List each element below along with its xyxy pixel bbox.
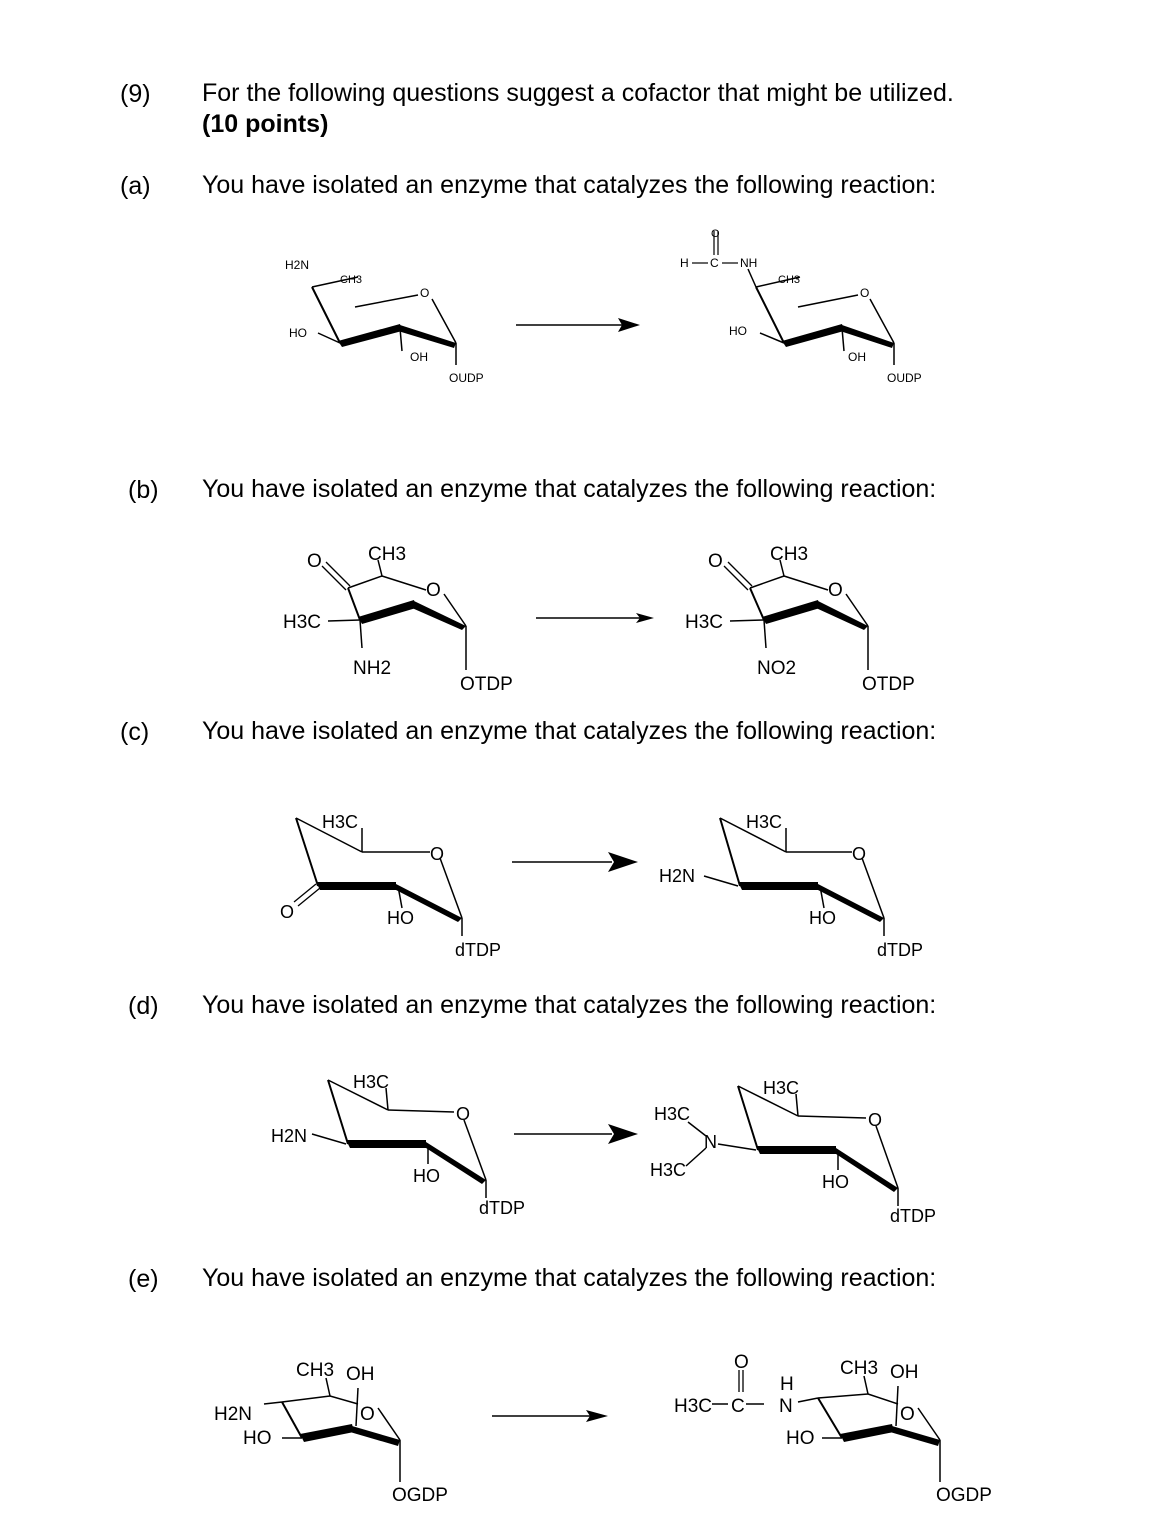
d-prod-ring-o: O — [868, 1110, 883, 1130]
b-prod-methyl-left: H3C — [685, 612, 724, 633]
a-prod-formyl-o: O — [711, 228, 720, 240]
reaction-e — [0, 1340, 1165, 1522]
c-prod-ring-o: O — [852, 844, 867, 864]
d-sub-hydroxyl: HO — [413, 1166, 440, 1186]
reaction-e-product — [674, 1352, 992, 1506]
d-prod-phosphate: dTDP — [890, 1206, 937, 1226]
part-d-label: (d) — [128, 992, 159, 1020]
part-b-label: (b) — [128, 476, 159, 504]
b-prod-phosphate: OTDP — [862, 674, 915, 695]
e-prod-acetyl-c: C — [731, 1396, 745, 1417]
b-prod-keto-o: O — [708, 551, 723, 572]
a-prod-hydroxyl-bottom: OH — [848, 350, 866, 364]
reaction-d-product — [650, 1078, 936, 1226]
e-prod-phosphate: OGDP — [936, 1485, 992, 1506]
reaction-b — [0, 530, 1165, 700]
a-prod-methyl: CH3 — [778, 274, 801, 286]
b-prod-nitro: NO2 — [757, 658, 797, 679]
reaction-b-substrate — [283, 544, 513, 695]
c-prod-hydroxyl: HO — [809, 908, 836, 928]
e-prod-amide-h: H — [780, 1374, 794, 1395]
d-prod-methyl: H3C — [763, 1078, 800, 1098]
a-sub-amine: H2N — [285, 258, 310, 272]
b-sub-amine: NH2 — [353, 658, 392, 679]
c-sub-keto-o: O — [280, 902, 295, 922]
part-d-text: You have isolated an enzyme that catalyzes the following reaction: — [202, 991, 937, 1019]
points-label: (10 points) — [202, 110, 329, 138]
reaction-e-substrate — [214, 1360, 448, 1506]
b-prod-ring-o: O — [828, 580, 843, 601]
reaction-c-arrow — [512, 852, 638, 872]
d-sub-methyl: H3C — [353, 1072, 390, 1092]
b-sub-methyl-top: CH3 — [368, 544, 407, 565]
e-sub-phosphate: OGDP — [392, 1485, 448, 1506]
d-prod-hydroxyl: HO — [822, 1172, 849, 1192]
c-prod-phosphate: dTDP — [877, 940, 924, 960]
part-a-label: (a) — [120, 172, 151, 200]
a-sub-methyl: CH3 — [340, 274, 363, 286]
b-prod-methyl-top: CH3 — [770, 544, 809, 565]
a-sub-hydroxyl-left: HO — [289, 326, 307, 340]
reaction-c-product — [659, 812, 923, 960]
d-prod-n-methyl-1: H3C — [654, 1104, 691, 1124]
e-sub-hydroxyl-left: HO — [243, 1428, 272, 1449]
a-prod-ring-o: O — [860, 286, 870, 300]
reaction-a-substrate — [285, 258, 484, 385]
reaction-b-product — [685, 544, 915, 695]
question-number: (9) — [120, 80, 151, 108]
part-a-text: You have isolated an enzyme that catalyzes the following reaction: — [202, 171, 937, 199]
a-sub-hydroxyl-bottom: OH — [410, 350, 428, 364]
e-prod-acetyl-o: O — [734, 1352, 749, 1373]
reaction-d-arrow — [514, 1124, 638, 1144]
a-prod-hydroxyl-left: HO — [729, 324, 747, 338]
part-c-text: You have isolated an enzyme that catalyzes the following reaction: — [202, 717, 937, 745]
b-sub-methyl-left: H3C — [283, 612, 322, 633]
e-sub-amine: H2N — [214, 1404, 253, 1425]
e-prod-hydroxyl-top: OH — [890, 1362, 919, 1383]
e-prod-hydroxyl-left: HO — [786, 1428, 815, 1449]
e-sub-ring-o: O — [360, 1404, 375, 1425]
b-sub-ring-o: O — [426, 580, 441, 601]
e-prod-ring-o: O — [900, 1404, 915, 1425]
c-prod-amine: H2N — [659, 866, 696, 886]
d-prod-n-methyl-2: H3C — [650, 1160, 687, 1180]
reaction-a — [0, 225, 1165, 395]
e-sub-methyl: CH3 — [296, 1360, 335, 1381]
e-prod-methyl: CH3 — [840, 1358, 879, 1379]
instruction-text: For the following questions suggest a cofactor that might be utilized. — [202, 79, 954, 107]
c-prod-methyl: H3C — [746, 812, 783, 832]
part-c-label: (c) — [120, 718, 150, 746]
a-prod-formyl-h: H — [680, 256, 689, 270]
e-prod-amide-n: N — [779, 1396, 793, 1417]
reaction-b-arrow — [536, 613, 654, 623]
a-sub-phosphate: OUDP — [449, 371, 484, 385]
a-sub-ring-o: O — [420, 286, 430, 300]
c-sub-ring-o: O — [430, 844, 445, 864]
b-sub-phosphate: OTDP — [460, 674, 513, 695]
reaction-d — [0, 1062, 1165, 1232]
d-prod-nitrogen: N — [704, 1132, 717, 1152]
a-prod-phosphate: OUDP — [887, 371, 922, 385]
reaction-d-substrate — [271, 1072, 525, 1218]
c-sub-methyl: H3C — [322, 812, 359, 832]
e-prod-acetyl-methyl: H3C — [674, 1396, 713, 1417]
e-sub-hydroxyl-top: OH — [346, 1364, 375, 1385]
c-sub-phosphate: dTDP — [455, 940, 502, 960]
c-sub-hydroxyl: HO — [387, 908, 414, 928]
d-sub-amine: H2N — [271, 1126, 308, 1146]
reaction-c — [0, 800, 1165, 970]
reaction-c-substrate — [280, 812, 501, 960]
a-prod-formyl-c: C — [710, 256, 719, 270]
question-instruction — [202, 78, 954, 140]
d-sub-phosphate: dTDP — [479, 1198, 526, 1218]
reaction-e-arrow — [492, 1410, 608, 1422]
part-e-label: (e) — [128, 1265, 159, 1293]
part-e-text: You have isolated an enzyme that catalyzes the following reaction: — [202, 1264, 937, 1292]
reaction-a-product — [680, 228, 922, 385]
a-prod-formyl-nh: NH — [740, 256, 758, 270]
b-sub-keto-o: O — [307, 551, 322, 572]
part-b-text: You have isolated an enzyme that catalyzes the following reaction: — [202, 475, 937, 503]
d-sub-ring-o: O — [456, 1104, 471, 1124]
reaction-a-arrow — [516, 318, 640, 332]
